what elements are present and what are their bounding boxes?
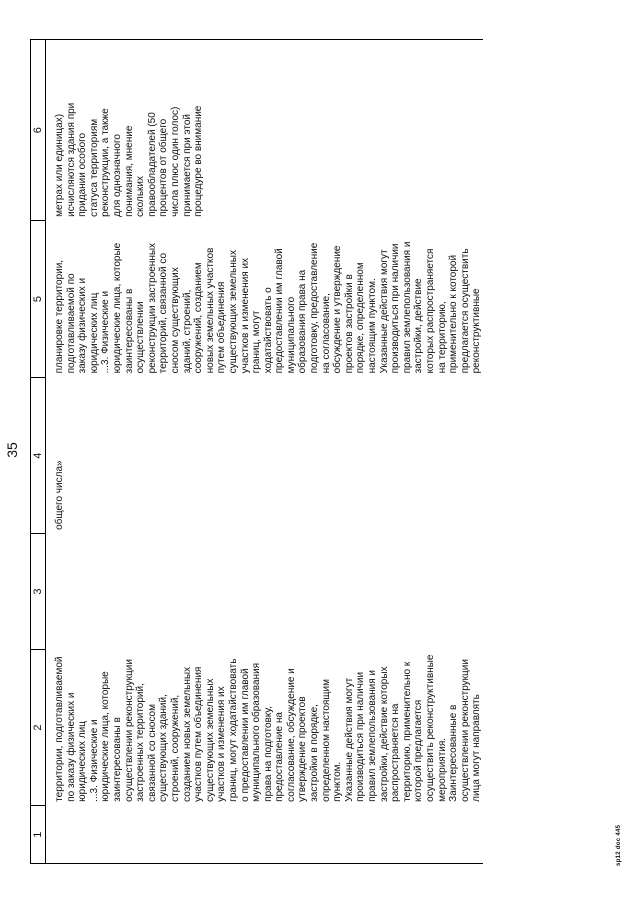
cell-text-line: принимается при этой	[181, 113, 193, 217]
cell-text-line: придании особого	[77, 132, 89, 217]
cell-text-line: участков и изменения их	[239, 257, 251, 374]
cell-text-line: заказу физических и	[77, 277, 89, 374]
cell-text-line: числа плюс один голос)	[169, 106, 181, 217]
cell-text-line: созданием новых земельных	[181, 666, 193, 802]
cell-text-line: сносом существующих	[169, 267, 181, 374]
cell-text-line: заинтересованы в	[111, 717, 123, 802]
table-row	[46, 40, 483, 864]
cell-text-line: застройки в порядке,	[309, 704, 321, 802]
cell-text-line: новых земельных участков	[204, 247, 216, 374]
cell-text-line: права на подготовку,	[262, 705, 274, 802]
cell-text-line: для однозначного	[111, 134, 123, 217]
cell-text-line: статуса территориям	[88, 118, 100, 217]
cell-text-line: понимания, мнение	[123, 125, 135, 217]
cell-text-line: лица могут направлять	[471, 694, 483, 802]
cell-col2	[46, 649, 483, 806]
column-header-2: 2	[31, 649, 46, 806]
cell-text-line: скольких	[135, 175, 147, 217]
cell-text-line: территории, подготавливаемой	[54, 656, 65, 802]
cell-text-line: на территорию,	[436, 301, 448, 374]
cell-text-line: которых распространяется	[425, 248, 436, 374]
cell-text-line: применительно к которой	[448, 254, 460, 374]
page-number: 35	[4, 442, 20, 458]
cell-text-line: осуществлении реконструкции	[123, 659, 135, 802]
cell-text-line: застроенных территорий,	[135, 683, 147, 802]
cell-text-line: процедуре во внимание	[193, 105, 205, 217]
cell-text-line: путем объединения	[216, 281, 228, 374]
cell-text-line: ходатайствовать о	[262, 287, 274, 374]
cell-text-line: участков путем объединения	[193, 666, 205, 802]
cell-text-line: муниципального	[285, 296, 297, 374]
cell-text-line: исчисляются здания при	[65, 102, 77, 217]
cell-text-line: Заинтересованные в	[448, 704, 460, 802]
cell-text-line: Указанные действия могут	[343, 677, 355, 802]
cell-text-line: существующих зданий,	[158, 694, 170, 802]
cell-text-line: существующих земельных	[227, 250, 239, 374]
cell-text-line: сооружений, созданием	[193, 262, 205, 374]
cell-text-line: зданий, строений,	[181, 289, 193, 374]
cell-text-line: процентов от общего	[158, 118, 170, 217]
cell-col6	[46, 40, 483, 221]
cell-text-line: существующих земельных	[204, 678, 216, 802]
cell-text-line: осуществлении реконструкции	[459, 659, 471, 802]
cell-text-line: правил землепользования и	[367, 669, 379, 802]
cell-text-line: границ, могут ходатайствовать	[227, 658, 239, 802]
cell-text-line: юридических лиц	[88, 292, 100, 374]
cell-col5	[46, 221, 483, 378]
cell-text-line: застройки, действие которых	[378, 666, 390, 802]
cell-text-line: строений, сооружений,	[169, 694, 181, 802]
footer-code: sp12 doc 445	[616, 824, 622, 866]
cell-text-line: муниципального образования	[251, 662, 263, 802]
cell-text-line: проектов застройки в	[343, 274, 355, 374]
cell-text-line: метрах или единицах)	[54, 113, 65, 217]
column-header-3: 3	[31, 534, 46, 649]
cell-text-line: юридические лица, которые	[100, 671, 112, 802]
cell-text-line: общего числа»	[54, 460, 65, 530]
cell-text-line: по заказу физических и	[65, 692, 77, 802]
cell-text-line: юридические лица, которые	[111, 242, 123, 374]
cell-text-line: мероприятия.	[436, 737, 448, 802]
cell-text-line: подготовку, предоставление	[309, 242, 321, 374]
cell-text-line: предоставлении им главой	[274, 248, 286, 374]
comparison-table	[30, 39, 483, 864]
cell-text-line: реконструкции, а также	[100, 108, 112, 217]
cell-col1	[46, 806, 483, 864]
cell-text-line: настоящим пунктом.	[367, 278, 379, 374]
cell-text-line: участков и изменения их	[216, 686, 228, 802]
column-header-4: 4	[31, 377, 46, 534]
cell-text-line: предлагается осуществить	[459, 248, 471, 374]
cell-text-line: распространяется на	[390, 703, 402, 802]
cell-text-line: на согласование,	[320, 293, 332, 374]
cell-text-line: подготавливаемой по	[65, 273, 77, 374]
cell-text-line: производиться при наличии	[390, 243, 402, 374]
cell-text-line: порядке, определенном	[355, 262, 367, 374]
cell-text-line: реконструкции застроенных	[146, 242, 158, 374]
cell-text-line: пунктом.	[332, 761, 344, 802]
cell-text-line: правил землепользования и	[401, 241, 413, 374]
cell-text-line: Указанные действия могут	[378, 249, 390, 374]
cell-text-line: согласование, обсуждение и	[285, 668, 297, 802]
cell-text-line: утверждение проектов	[297, 696, 309, 802]
cell-text-line: ...3. Физические и	[88, 719, 100, 802]
cell-text-line: планировке территории,	[54, 259, 65, 374]
cell-text-line: ...3. Физические и	[100, 290, 112, 374]
cell-text-line: обсуждение и утверждение	[332, 245, 344, 374]
cell-text-line: определенном настоящим	[320, 679, 332, 802]
cell-text-line: о предоставлении им главой	[239, 668, 251, 802]
column-header-5: 5	[31, 221, 46, 378]
column-header-6: 6	[31, 40, 46, 221]
cell-text-line: связанной со сносом	[146, 704, 158, 802]
cell-text-line: застройки, действие	[413, 278, 425, 374]
cell-text-line: осуществлении	[135, 301, 147, 374]
cell-text-line: которой предлагается	[413, 699, 425, 802]
cell-text-line: реконструктивные	[471, 288, 483, 374]
cell-text-line: осуществить реконструктивные	[425, 654, 436, 802]
cell-text-line: заинтересованы в	[123, 288, 135, 374]
cell-text-line: производиться при наличии	[355, 671, 367, 802]
column-header-1: 1	[31, 806, 46, 864]
cell-text-line: предоставление на	[274, 712, 286, 802]
cell-text-line: территорий, связанной со	[158, 252, 170, 374]
cell-col3	[46, 534, 483, 649]
cell-text-line: территорию, применительно к	[401, 661, 413, 802]
cell-col4	[46, 377, 483, 534]
cell-text-line: границ, могут	[251, 310, 263, 374]
cell-text-line: юридических лиц	[77, 721, 89, 802]
column-number-row	[31, 40, 46, 864]
cell-text-line: правообладателей (50	[146, 112, 158, 217]
cell-text-line: образования права на	[297, 269, 309, 374]
